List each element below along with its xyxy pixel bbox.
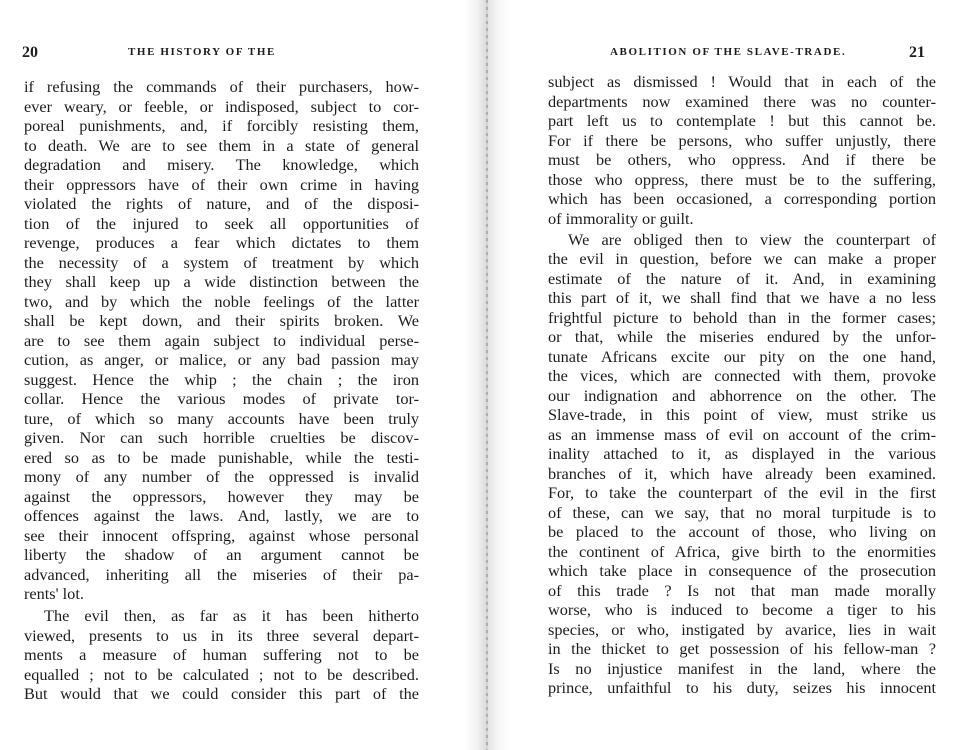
text-line: as an immense mass of evil on account of the crim- — [548, 424, 936, 444]
text-line: which take place in consequence of the prosecution — [548, 561, 936, 580]
text-line: ments a measure of human suffering not to be — [24, 645, 419, 664]
text-line: departments now examined there was no counter- — [548, 91, 936, 111]
text-line: of immorality or guilt. — [548, 208, 694, 228]
text-line: worse, who is induced to become a tiger to his — [548, 600, 936, 619]
text-line: liberty the shadow of an argument cannot be — [24, 545, 419, 564]
text-line: the necessity of a system of treatment by which — [24, 252, 419, 272]
text-line: two, and by which the noble feelings of the latter — [24, 291, 419, 311]
right-page-number: 21 — [909, 44, 925, 61]
text-line: But would that we could consider this part of the — [24, 684, 419, 703]
text-line: estimate of the nature of it. And, in examining — [548, 268, 936, 288]
text-line: their oppressors have of their own crime in having — [24, 174, 419, 194]
text-line: equalled ; not to be calculated ; not to be described. — [24, 664, 419, 684]
text-line: inality attached to it, as displayed in the various — [548, 444, 936, 463]
text-line: which has been occasioned, a corresponding portion — [548, 189, 936, 208]
text-line: ered so as to be made punishable, while the testi- — [24, 447, 419, 467]
text-line: must be others, who oppress. And if there be — [548, 150, 936, 169]
text-line: of these, can we say, that no moral turpitude is to — [548, 502, 936, 522]
text-line: prince, unfaithful to his duty, seizes his innocent — [548, 678, 936, 697]
text-line: suggest. Hence the whip ; the chain ; the iron — [24, 369, 419, 389]
text-line: our indignation and abhorrence on the other. The — [548, 385, 936, 405]
text-line: shall be kept down, and their spirits broken. We — [24, 311, 419, 330]
right-page — [511, 0, 980, 750]
text-line: part left us to contemplate ! but this cannot be. — [548, 111, 936, 130]
text-line: For if there be persons, who suffer unjustly, there — [548, 130, 936, 150]
text-line: the continent of Africa, give birth to the enormities — [548, 541, 936, 561]
text-line: they shall keep up a wide distinction between the — [24, 272, 419, 291]
left-page-number: 20 — [22, 44, 38, 61]
text-line: tunate Africans excite our pity on the one hand, — [548, 346, 936, 366]
text-line: the vices, which are connected with them, provoke — [548, 366, 936, 385]
text-line: advanced, inheriting all the miseries of their pa- — [24, 564, 419, 584]
text-line: tion of the injured to seek all opportunities of — [24, 213, 419, 233]
text-line: cution, as anger, or malice, or any bad passion may — [24, 350, 419, 369]
text-line: poreal punishments, and, if forcibly resisting them, — [24, 116, 419, 135]
text-line: ture, of which so many accounts have been truly — [24, 408, 419, 428]
text-line: frightful picture to behold than in the former cases; — [548, 307, 936, 327]
text-line: viewed, presents to us in its three several depart- — [24, 625, 419, 645]
text-line: Slave-trade, in this point of view, must strike us — [548, 405, 936, 424]
text-line: offences against the laws. And, lastly, we are to — [24, 506, 419, 525]
left-page — [0, 0, 463, 750]
text-line: revenge, produces a fear which dictates to them — [24, 233, 419, 252]
text-line: if refusing the commands of their purchasers, how- — [24, 77, 419, 96]
text-line: degradation and misery. The knowledge, which — [24, 155, 419, 174]
text-line: ever weary, or feeble, or indisposed, subject to cor- — [24, 96, 419, 116]
text-line: violated the rights of nature, and of the disposi- — [24, 194, 419, 213]
right-running-head: ABOLITION OF THE SLAVE-TRADE. — [610, 46, 847, 58]
text-line: Is no injustice manifest in the land, where the — [548, 658, 936, 678]
text-line: or that, while the miseries endured by the unfor- — [548, 327, 936, 346]
text-line: against the oppressors, however they may be — [24, 486, 419, 506]
text-line: species, or who, instigated by avarice, lies in wait — [548, 619, 936, 639]
text-line: rents' lot. — [24, 584, 84, 603]
left-running-head: THE HISTORY OF THE — [128, 46, 276, 58]
paragraph-first-line: The evil then, as far as it has been hitherto — [44, 606, 419, 625]
text-line: subject as dismissed ! Would that in each of the — [548, 72, 936, 91]
paragraph-first-line: We are obliged then to view the counterpart of — [568, 229, 936, 249]
text-line: those who oppress, there must be to the suffering, — [548, 169, 936, 189]
text-line: mony of any number of the oppressed is invalid — [24, 467, 419, 486]
text-line: For, to take the counterpart of the evil in the first — [548, 483, 936, 502]
text-line: given. Nor can such horrible cruelties be discov- — [24, 428, 419, 447]
text-line: be placed to the account of those, who living on — [548, 522, 936, 541]
text-line: this part of it, we shall find that we have a no less — [548, 288, 936, 307]
text-line: in the thicket to get possession of his fellow-man ? — [548, 639, 936, 658]
text-line: to death. We are to see them in a state of general — [24, 135, 419, 155]
book-gutter — [463, 0, 511, 750]
text-line: are to see them again subject to individual perse- — [24, 330, 419, 350]
text-line: the evil in question, before we can make a proper — [548, 249, 936, 268]
text-line: of this trade ? Is not that man made morally — [548, 580, 936, 600]
text-line: collar. Hence the various modes of private tor- — [24, 389, 419, 408]
text-line: branches of it, which have already been examined. — [548, 463, 936, 483]
text-line: see their innocent offspring, against whose personal — [24, 525, 419, 545]
